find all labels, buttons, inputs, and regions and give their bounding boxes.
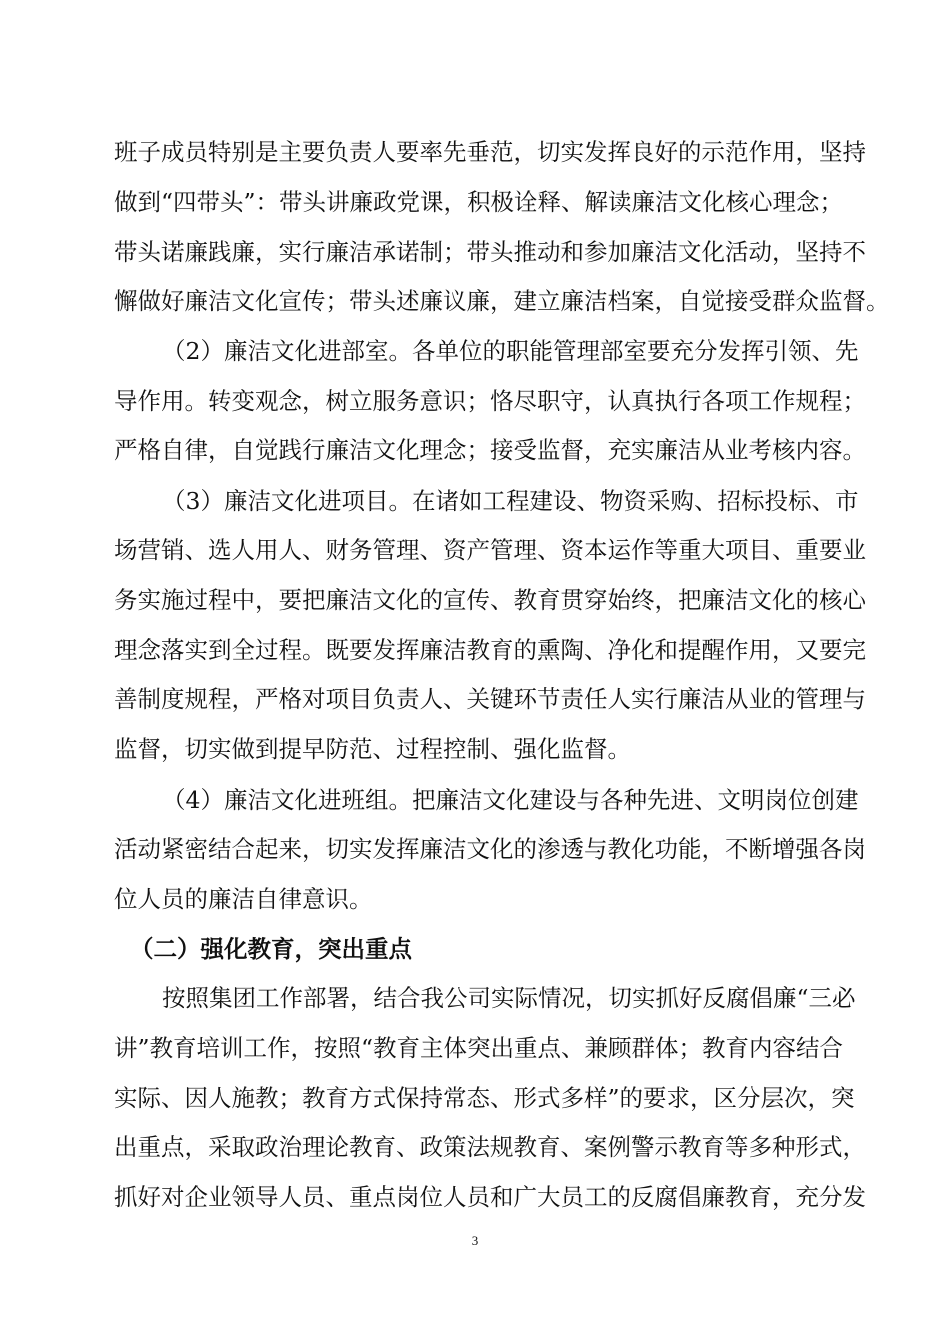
page-number: 3: [471, 1233, 479, 1248]
body-text-line: 导作用。转变观念，树立服务意识；恪尽职守，认真执行各项工作规程；: [114, 387, 866, 415]
body-text-line: 出重点，采取政治理论教育、政策法规教育、案例警示教育等多种形式，: [114, 1133, 866, 1161]
body-text-line: 活动紧密结合起来，切实发挥廉洁文化的渗透与教化功能，不断增强各岗: [114, 835, 866, 863]
body-text-line: 讲”教育培训工作，按照“教育主体突出重点、兼顾群体；教育内容结合: [114, 1034, 844, 1062]
section-heading: （二）强化教育，突出重点: [130, 935, 412, 963]
paragraph-start-line: 按照集团工作部署，结合我公司实际情况，切实抓好反腐倡廉“三必: [162, 984, 856, 1012]
paragraph-start-line: （3）廉洁文化进项目。在诸如工程建设、物资采购、招标投标、市: [162, 487, 859, 515]
body-text-line: 严格自律，自觉践行廉洁文化理念；接受监督，充实廉洁从业考核内容。: [114, 436, 866, 464]
body-text-line: 理念落实到全过程。既要发挥廉洁教育的熏陶、净化和提醒作用，又要完: [114, 636, 866, 664]
body-text-line: 场营销、选人用人、财务管理、资产管理、资本运作等重大项目、重要业: [114, 536, 866, 564]
paragraph-start-line: （2）廉洁文化进部室。各单位的职能管理部室要充分发挥引领、先: [162, 337, 859, 365]
body-text-line: 做到“四带头”：带头讲廉政党课，积极诠释、解读廉洁文化核心理念；: [114, 188, 844, 216]
body-text-line: 善制度规程，严格对项目负责人、关键环节责任人实行廉洁从业的管理与: [114, 685, 866, 713]
body-text-line: 务实施过程中，要把廉洁文化的宣传、教育贯穿始终，把廉洁文化的核心: [114, 586, 866, 614]
body-text-line: 带头诺廉践廉，实行廉洁承诺制；带头推动和参加廉洁文化活动，坚持不: [114, 238, 866, 266]
paragraph-end-line: 位人员的廉洁自律意识。: [114, 885, 373, 913]
body-text-line: 班子成员特别是主要负责人要率先垂范，切实发挥良好的示范作用，坚持: [114, 138, 866, 166]
paragraph-start-line: （4）廉洁文化进班组。把廉洁文化建设与各种先进、文明岗位创建: [162, 786, 859, 814]
body-text-line: 懈做好廉洁文化宣传；带头述廉议廉，建立廉洁档案，自觉接受群众监督。: [114, 287, 890, 315]
body-text-line: 实际、因人施教；教育方式保持常态、形式多样”的要求，区分层次，突: [114, 1084, 855, 1112]
body-text-line: 抓好对企业领导人员、重点岗位人员和广大员工的反腐倡廉教育，充分发: [114, 1183, 866, 1211]
paragraph-end-line: 监督，切实做到提早防范、过程控制、强化监督。: [114, 735, 631, 763]
